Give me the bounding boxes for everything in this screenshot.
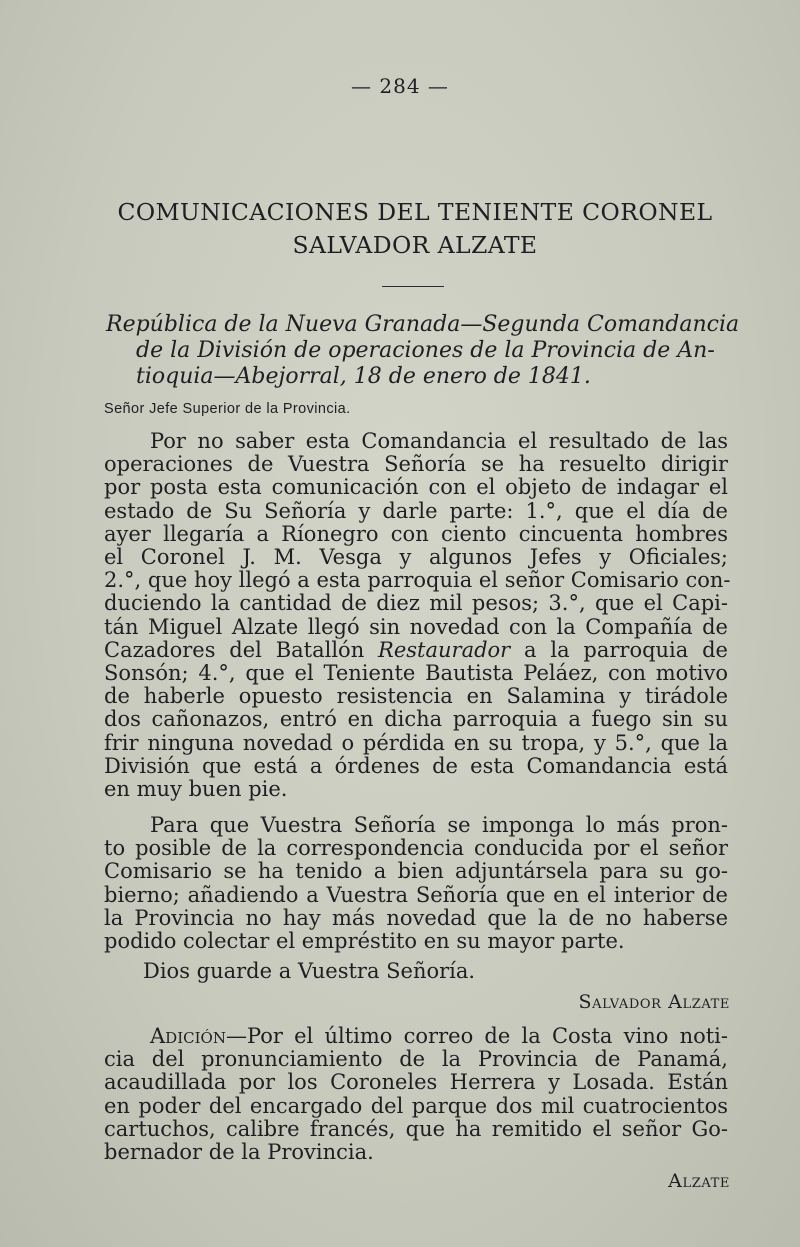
- text-line: tán Miguel Alzate llegó sin novedad con la Compañía de: [104, 614, 728, 639]
- signature-alzate: Alzate: [668, 1170, 730, 1192]
- text-line: ayer llegaría a Ríonegro con ciento cincuenta hombres: [104, 521, 728, 546]
- title-divider: [382, 286, 444, 287]
- text-line: Sonsón; 4.°, que el Teniente Bautista Peláez, con motivo: [104, 661, 728, 686]
- chapter-title-line-1: COMUNICACIONES DEL TENIENTE CORONEL: [117, 198, 713, 226]
- text-line-with-label: [104, 1025, 728, 1048]
- text-line: duciendo la cantidad de diez mil pesos; 3.°, que el Capi-: [104, 591, 728, 616]
- text-line: frir ninguna novedad o pérdida en su tropa, y 5.°, que la: [104, 730, 728, 755]
- text-line-with-italic: [104, 639, 728, 662]
- text-line: cartuchos, calibre francés, que ha remitido el señor Go-: [104, 1116, 728, 1141]
- battalion-name: Restaurador: [378, 637, 511, 662]
- heading-line-1: República de la Nueva Granada—Segunda Comandancia: [106, 312, 740, 337]
- signature-salvador-alzate: Salvador Alzate: [578, 991, 730, 1013]
- chapter-title: [0, 196, 800, 262]
- text-segment: Cazadores del Batallón: [104, 637, 365, 662]
- text-line: en muy buen pie.: [104, 777, 288, 802]
- text-line: bierno; añadiendo a Vuestra Señoría que en el interior de: [104, 882, 728, 907]
- text-line: cia del pronunciamiento de la Provincia de Panamá,: [104, 1047, 728, 1072]
- closing-salutation: Dios guarde a Vuestra Señoría.: [143, 959, 476, 983]
- text-line: División que está a órdenes de esta Comandancia está: [104, 753, 728, 778]
- text-line: dos cañonazos, entró en dicha parroquia a fuego sin su: [104, 707, 728, 732]
- text-line: bernador de la Provincia.: [104, 1140, 374, 1165]
- paragraph-1: [104, 429, 731, 802]
- text-line: por posta esta comunicación con el objeto de indagar el: [104, 475, 728, 500]
- text-line: Comisario se ha tenido a bien adjuntársela para su go-: [104, 859, 728, 884]
- text-line: operaciones de Vuestra Señoría se ha resuelto dirigir: [104, 452, 728, 477]
- addition-label: Adición: [150, 1024, 226, 1048]
- paragraph-2: [104, 814, 728, 953]
- heading-line-3: tioquia—Abejorral, 18 de enero de 1841.: [136, 364, 591, 389]
- page-number: — 284 —: [351, 74, 449, 98]
- chapter-title-line-2: SALVADOR ALZATE: [292, 231, 538, 259]
- text-line: estado de Su Señoría y darle parte: 1.°, que el día de: [104, 498, 728, 523]
- text-line: la Provincia no hay más novedad que la de no haberse: [104, 905, 728, 930]
- text-line: el Coronel J. M. Vesga y algunos Jefes y Oficiales;: [104, 545, 728, 570]
- text-line: en poder del encargado del parque dos mil cuatrocientos: [104, 1093, 728, 1118]
- text-line: podido colectar el empréstito en su mayor parte.: [104, 929, 625, 954]
- text-segment: —Por el último correo de la Costa vino noti-: [225, 1024, 728, 1048]
- text-line: acaudillada por los Coroneles Herrera y Losada. Están: [104, 1070, 728, 1095]
- text-line: Por no saber esta Comandancia el resultado de las: [150, 429, 728, 453]
- text-segment: a la parroquia de: [524, 637, 728, 662]
- text-line: Para que Vuestra Señoría se imponga lo más pron-: [150, 813, 728, 837]
- addressee: Señor Jefe Superior de la Provincia.: [104, 401, 351, 417]
- heading-line-2: de la División de operaciones de la Provincia de An-: [136, 338, 715, 363]
- addition-paragraph: [104, 1025, 728, 1164]
- text-line: de haberle opuesto resistencia en Salamina y tirádole: [104, 684, 728, 709]
- letter-heading: [106, 312, 740, 390]
- text-line: to posible de la correspondencia conducida por el señor: [104, 836, 728, 861]
- text-line: 2.°, que hoy llegó a esta parroquia el señor Comisario con-: [104, 568, 731, 593]
